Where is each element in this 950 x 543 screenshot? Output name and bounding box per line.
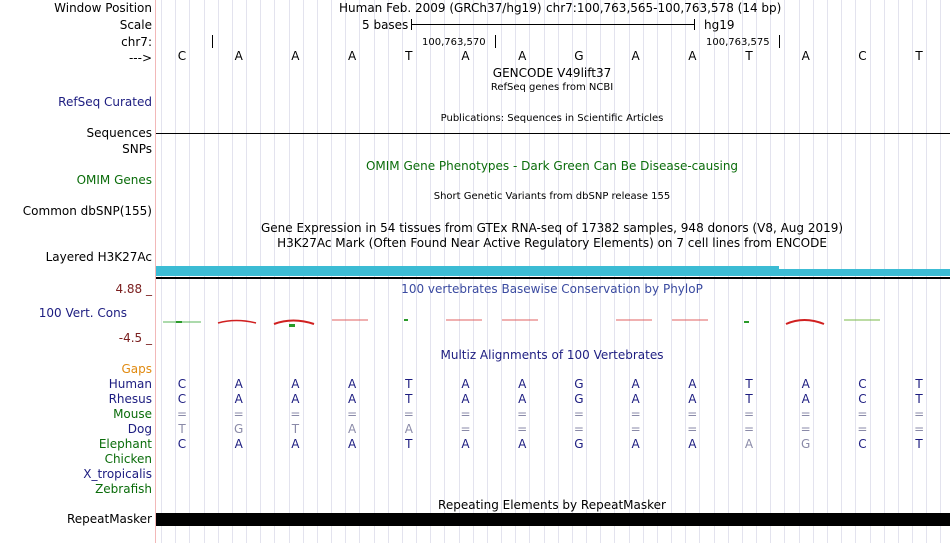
ruler-coord-2: 100,763,575: [706, 37, 770, 48]
omim-track-title[interactable]: OMIM Gene Phenotypes - Dark Green Can Be Disease-causing: [365, 159, 739, 173]
bases-base: A: [461, 49, 470, 63]
scale-bar-right-tick: [694, 19, 695, 30]
mouse-base: =: [403, 407, 414, 421]
scale-bar: [411, 24, 695, 25]
mouse-base: =: [573, 407, 584, 421]
elephant-base: A: [631, 437, 640, 451]
bases-base: T: [745, 49, 753, 63]
dog-base: =: [517, 422, 528, 436]
bases-base: G: [574, 49, 584, 63]
elephant-base: A: [688, 437, 697, 451]
label-omim[interactable]: OMIM Genes: [76, 173, 152, 187]
phylop-segment: [176, 321, 182, 323]
dog-base: T: [291, 422, 300, 436]
mouse-base: =: [857, 407, 868, 421]
gtex-track-title[interactable]: Gene Expression in 54 tissues from GTEx RNA-seq of 17382 samples, 948 donors (V8, Aug 2019): [260, 221, 844, 235]
track-separator: [156, 277, 950, 279]
mouse-base: =: [800, 407, 811, 421]
human-base: T: [915, 377, 923, 391]
label-human: Human: [108, 377, 152, 391]
elephant-base: A: [518, 437, 527, 451]
ruler-tick: [779, 35, 780, 48]
dog-base: G: [234, 422, 244, 436]
bases-base: A: [688, 49, 697, 63]
refseq-track-subtitle: RefSeq genes from NCBI: [490, 82, 614, 93]
label-vert-cons[interactable]: 100 Vert. Cons: [38, 306, 127, 320]
rhesus-base: A: [234, 392, 243, 406]
label-snps[interactable]: SNPs: [122, 142, 152, 156]
scale-text: 5 bases: [362, 18, 409, 32]
label-rhesus: Rhesus: [108, 392, 152, 406]
elephant-base: T: [405, 437, 413, 451]
dog-base: A: [347, 422, 357, 436]
label-sequences[interactable]: Sequences: [86, 126, 152, 140]
rhesus-base: A: [518, 392, 527, 406]
label-refseq[interactable]: RefSeq Curated: [58, 95, 152, 109]
mouse-base: =: [687, 407, 698, 421]
dog-base: A: [404, 422, 413, 436]
label-gaps[interactable]: Gaps: [121, 362, 152, 376]
mouse-base: =: [233, 407, 244, 421]
elephant-base: A: [744, 437, 754, 451]
snp-track-title[interactable]: Short Genetic Variants from dbSNP release 155: [433, 191, 671, 202]
sequences-track-line: [156, 133, 950, 134]
mouse-base: =: [630, 407, 641, 421]
human-base: A: [518, 377, 527, 391]
elephant-base: G: [801, 437, 811, 451]
label-h3k27ac[interactable]: Layered H3K27Ac: [45, 250, 152, 264]
dog-base: =: [800, 422, 811, 436]
dog-base: =: [914, 422, 925, 436]
rhesus-base: T: [745, 392, 753, 406]
elephant-base: G: [574, 437, 584, 451]
human-base: A: [461, 377, 470, 391]
dog-base: =: [857, 422, 868, 436]
phylop-segment: [289, 324, 295, 327]
bases-base: T: [915, 49, 923, 63]
dog-base: =: [743, 422, 755, 436]
phylop-track-title[interactable]: 100 vertebrates Basewise Conservation by PhyloP: [401, 282, 703, 296]
phylop-segment: [404, 319, 408, 321]
label-phylop-max: 4.88 _: [115, 282, 152, 296]
h3k27ac-track-title[interactable]: H3K27Ac Mark (Often Found Near Active Regulatory Elements) on 7 cell lines from ENCODE: [277, 236, 827, 250]
assembly-title: Human Feb. 2009 (GRCh37/hg19): [339, 1, 542, 15]
label-common-dbsnp[interactable]: Common dbSNP(155): [22, 204, 152, 218]
dog-base: =: [573, 422, 584, 436]
mouse-base: =: [914, 407, 925, 421]
rhesus-base: A: [688, 392, 697, 406]
phylop-segment: [786, 320, 824, 324]
label-chr: chr7:: [121, 35, 152, 49]
bases-base: A: [347, 49, 357, 63]
label-elephant: Elephant: [98, 437, 152, 451]
ruler-tick: [495, 35, 496, 48]
h3k27ac-signal-band: [779, 269, 950, 276]
bases-base: C: [177, 49, 187, 63]
dog-base: =: [687, 422, 698, 436]
label-chicken: Chicken: [104, 452, 152, 466]
rhesus-base: T: [915, 392, 923, 406]
elephant-base: A: [234, 437, 243, 451]
label-window-position: Window Position: [54, 1, 152, 15]
ruler-tick: [212, 35, 213, 48]
dog-base: =: [630, 422, 641, 436]
mouse-base: =: [517, 407, 528, 421]
bases-base: A: [518, 49, 527, 63]
phylop-segment: [274, 321, 314, 325]
human-base: T: [745, 377, 753, 391]
label-scale: Scale: [119, 18, 152, 32]
elephant-base: T: [915, 437, 923, 451]
h3k27ac-signal-band: [156, 266, 779, 276]
mouse-base: =: [460, 407, 471, 421]
repeatmasker-element-bar: [156, 513, 950, 526]
rhesus-base: A: [801, 392, 810, 406]
bases-base: A: [631, 49, 640, 63]
label-dog: Dog: [127, 422, 152, 436]
label-zebrafish: Zebrafish: [95, 482, 152, 496]
label-phylop-min: -4.5 _: [118, 331, 152, 345]
rhesus-base: C: [177, 392, 187, 406]
human-base: G: [574, 377, 584, 391]
mouse-base: =: [347, 407, 358, 421]
rhesus-base: A: [461, 392, 470, 406]
elephant-base: A: [291, 437, 300, 451]
human-base: A: [291, 377, 300, 391]
human-base: A: [234, 377, 243, 391]
human-base: T: [405, 377, 413, 391]
bases-base: A: [801, 49, 810, 63]
label-repeatmasker[interactable]: RepeatMasker: [66, 512, 152, 526]
publications-track-title[interactable]: Publications: Sequences in Scientific Articles: [440, 113, 664, 124]
phylop-wiggle-plot: [156, 312, 950, 332]
mouse-base: =: [290, 407, 301, 421]
mouse-base: =: [176, 407, 188, 421]
human-base: C: [177, 377, 187, 391]
dog-base: =: [460, 422, 471, 436]
dog-base: T: [178, 422, 186, 436]
gencode-track-title[interactable]: GENCODE V49lift37: [492, 66, 612, 80]
human-base: A: [631, 377, 640, 391]
rhesus-base: A: [291, 392, 300, 406]
phylop-segment: [218, 321, 256, 324]
scale-db: hg19: [704, 18, 735, 32]
rhesus-base: G: [574, 392, 584, 406]
elephant-base: A: [461, 437, 470, 451]
scale-bar-left-tick: [411, 19, 412, 30]
elephant-base: A: [347, 437, 357, 451]
bases-base: A: [291, 49, 300, 63]
bases-base: A: [234, 49, 243, 63]
human-base: A: [801, 377, 810, 391]
human-base: A: [688, 377, 697, 391]
label-xtropicalis: X_tropicalis: [83, 467, 152, 481]
mouse-base: =: [743, 407, 755, 421]
ruler-coord-1: 100,763,570: [422, 37, 486, 48]
rhesus-base: A: [631, 392, 640, 406]
position-title: chr7:100,763,565-100,763,578 (14 bp): [546, 1, 782, 15]
bases-base: T: [405, 49, 413, 63]
rhesus-base: A: [347, 392, 357, 406]
elephant-base: C: [858, 437, 867, 451]
bases-base: C: [858, 49, 867, 63]
multiz-track-title[interactable]: Multiz Alignments of 100 Vertebrates: [440, 348, 664, 362]
label-arrow: --->: [128, 51, 152, 65]
human-base: A: [347, 377, 357, 391]
rhesus-base: C: [858, 392, 867, 406]
elephant-base: C: [177, 437, 187, 451]
repeatmasker-track-title[interactable]: Repeating Elements by RepeatMasker: [438, 498, 666, 512]
phylop-segment: [744, 321, 749, 323]
label-mouse: Mouse: [113, 407, 152, 421]
rhesus-base: T: [405, 392, 413, 406]
human-base: C: [858, 377, 867, 391]
